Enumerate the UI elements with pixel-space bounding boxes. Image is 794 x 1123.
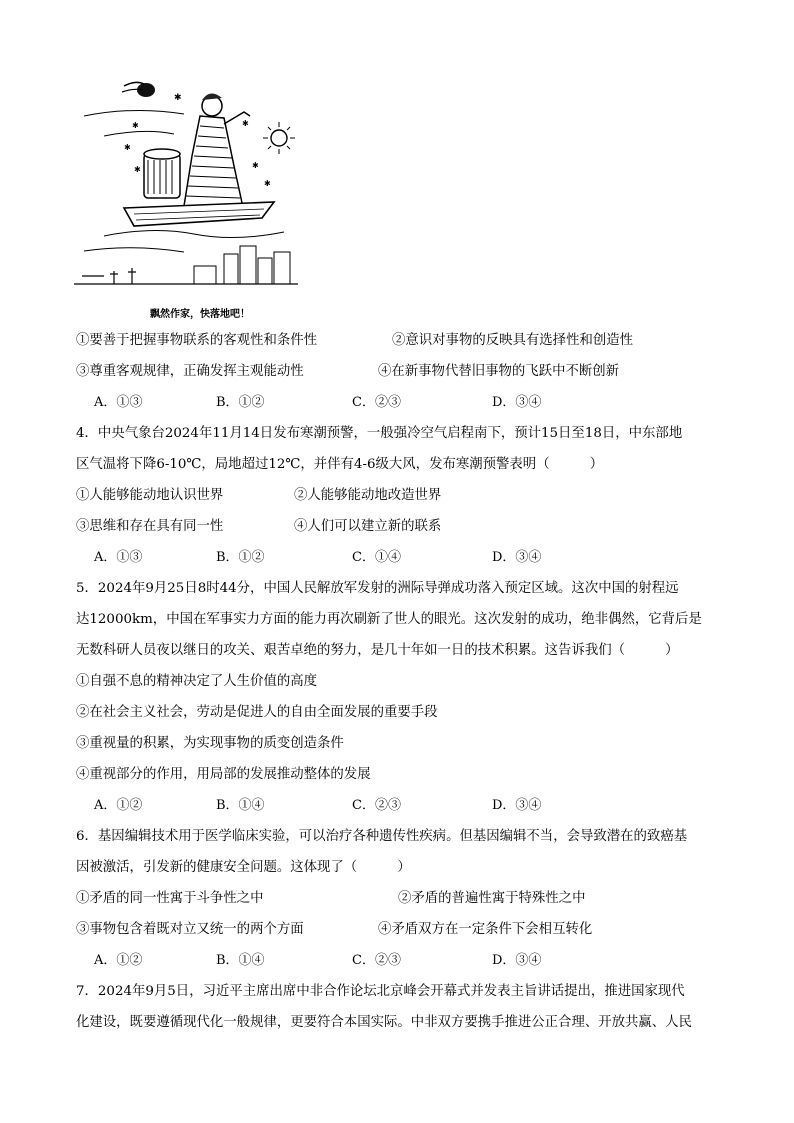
svg-text:✱: ✱ xyxy=(242,119,249,128)
cartoon-illustration xyxy=(74,76,298,288)
q4-item-2: ②人能够能动地改造世界 xyxy=(294,488,442,503)
q6-item-3: ③事物包含着既对立又统一的两个方面 xyxy=(76,922,304,937)
q4-option-d[interactable]: D．③④ xyxy=(492,550,542,565)
q5-stem-line-1: 5．2024年9月25日8时44分，中国人民解放军发射的洲际导弹成功落入预定区域。这次中国的射程远 xyxy=(76,581,679,596)
q5-option-a[interactable]: A．①② xyxy=(94,798,143,813)
q3-option-a[interactable]: A．①③ xyxy=(94,395,143,410)
q6-option-b[interactable]: B．①④ xyxy=(216,953,265,968)
svg-text:✱: ✱ xyxy=(252,161,259,170)
q5-item-4: ④重视部分的作用，用局部的发展推动整体的发展 xyxy=(76,767,371,782)
q4-item-1: ①人能够能动地认识世界 xyxy=(76,488,224,503)
q5-item-1: ①自强不息的精神决定了人生价值的高度 xyxy=(76,674,318,689)
q4-stem-line-2: 区气温将下降6-10℃，局地超过12℃，并伴有4-6级大风，发布寒潮预警表明（ ） xyxy=(76,457,604,472)
q5-stem-line-2: 达12000km，中国在军事实力方面的能力再次刷新了世人的眼光。这次发射的成功，绝非偶然，它背后是 xyxy=(76,612,702,627)
q4-stem-line-1: 4．中央气象台2024年11月14日发布寒潮预警，一般强冷空气启程南下，预计15日至18日，中东部地 xyxy=(76,426,683,441)
q3-option-c[interactable]: C．②③ xyxy=(352,395,401,410)
svg-text:✱: ✱ xyxy=(264,179,271,188)
q6-stem-line-2: 因被激活，引发新的健康安全问题。这体现了（ ） xyxy=(76,860,411,875)
q3-item-2: ②意识对事物的反映具有选择性和创造性 xyxy=(392,333,634,348)
q5-option-d[interactable]: D．③④ xyxy=(492,798,542,813)
q6-option-c[interactable]: C．②③ xyxy=(352,953,401,968)
sun-icon xyxy=(263,122,295,154)
cartoon-caption: 飘然作家，快落地吧！ xyxy=(150,309,250,320)
q3-option-d[interactable]: D．③④ xyxy=(492,395,542,410)
q3-item-3: ③尊重客观规律，正确发挥主观能动性 xyxy=(76,364,304,379)
svg-text:✱: ✱ xyxy=(134,165,141,174)
city-skyline xyxy=(194,246,290,284)
q3-item-4: ④在新事物代替旧事物的飞跃中不断创新 xyxy=(378,364,620,379)
q6-option-d[interactable]: D．③④ xyxy=(492,953,542,968)
q6-item-1: ①矛盾的同一性寓于斗争性之中 xyxy=(76,891,264,906)
q7-stem-line-1: 7．2024年9月5日，习近平主席出席中非合作论坛北京峰会开幕式并发表主旨讲话提出，推进国家现代 xyxy=(76,984,685,999)
q4-option-c[interactable]: C．①④ xyxy=(352,550,401,565)
q5-item-3: ③重视量的积累，为实现事物的质变创造条件 xyxy=(76,736,344,751)
q3-option-b[interactable]: B．①② xyxy=(216,395,265,410)
q5-item-2: ②在社会主义社会，劳动是促进人的自由全面发展的重要手段 xyxy=(76,705,438,720)
q5-option-b[interactable]: B．①④ xyxy=(216,798,265,813)
svg-text:✱: ✱ xyxy=(174,93,182,103)
q3-item-1: ①要善于把握事物联系的客观性和条件性 xyxy=(76,333,318,348)
flying-carpet xyxy=(124,202,274,226)
q4-option-b[interactable]: B．①② xyxy=(216,550,265,565)
q4-option-a[interactable]: A．①③ xyxy=(94,550,143,565)
q5-option-c[interactable]: C．②③ xyxy=(352,798,401,813)
q4-item-3: ③思维和存在具有同一性 xyxy=(76,519,224,534)
svg-text:✱: ✱ xyxy=(124,143,131,152)
q6-item-4: ④矛盾双方在一定条件下会相互转化 xyxy=(378,922,593,937)
moon-icon xyxy=(122,82,155,97)
svg-text:✱: ✱ xyxy=(132,121,139,130)
q6-option-a[interactable]: A．①② xyxy=(94,953,143,968)
q6-item-2: ②矛盾的普遍性寓于特殊性之中 xyxy=(398,891,586,906)
q5-stem-line-3: 无数科研人员夜以继日的攻关、艰苦卓绝的努力，是几十年如一日的技术积累。这告诉我们（ ） xyxy=(76,643,679,658)
q6-stem-line-1: 6．基因编辑技术用于医学临床实验，可以治疗各种遗传性疾病。但基因编辑不当，会导致潜在的致癌基 xyxy=(76,829,688,844)
q4-item-4: ④人们可以建立新的联系 xyxy=(294,519,442,534)
q7-stem-line-2: 化建设，既要遵循现代化一般规律，更要符合本国实际。中非双方要携手推进公正合理、开放共赢、人民 xyxy=(76,1015,692,1030)
